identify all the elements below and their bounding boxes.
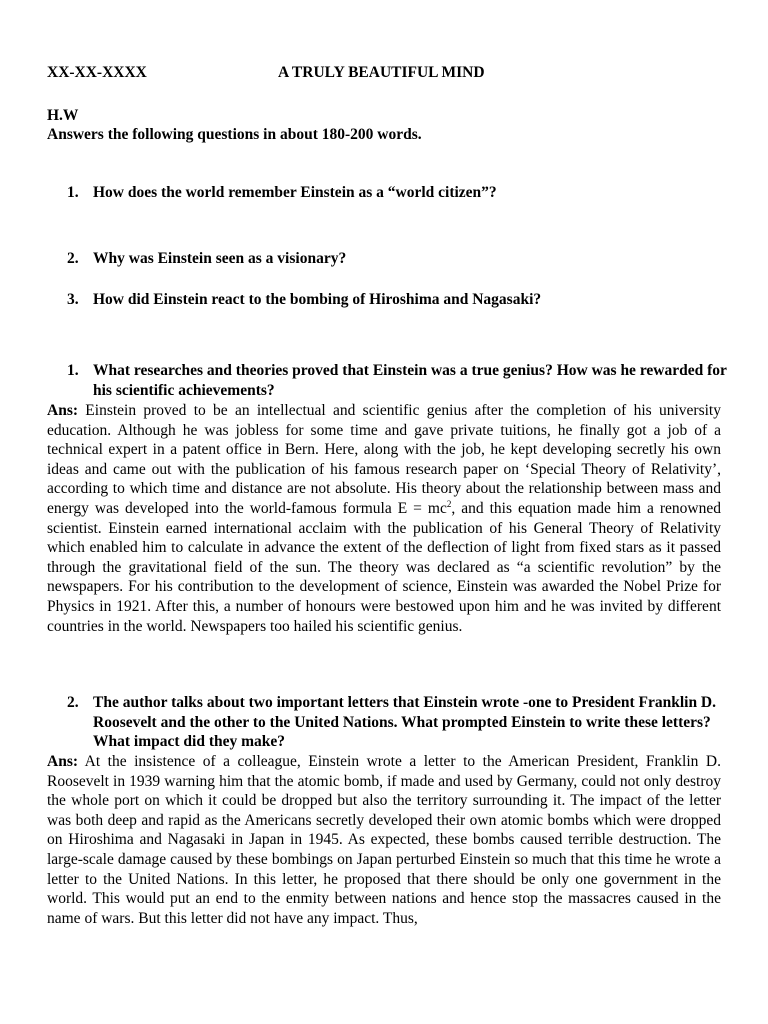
answer-1	[47, 401, 721, 636]
superscript-two: 2	[446, 498, 452, 509]
document-title: A TRULY BEAUTIFUL MIND	[278, 64, 485, 81]
question-text: How did Einstein react to the bombing of Hiroshima and Nagasaki?	[93, 291, 542, 308]
question-number: 2.	[67, 694, 79, 711]
question-number: 1.	[67, 362, 79, 379]
homework-label: H.W	[47, 107, 79, 124]
question-text: What researches and theories proved that Einstein was a true genius? How was he rewarded for his scientific achievements?	[93, 362, 727, 399]
short-question-3	[67, 290, 727, 310]
answer-label: Ans:	[47, 402, 79, 419]
answer-label: Ans:	[47, 753, 79, 770]
question-text: Why was Einstein seen as a visionary?	[93, 250, 347, 267]
question-number: 3.	[67, 291, 79, 308]
date-placeholder: XX-XX-XXXX	[47, 64, 147, 81]
question-text: How does the world remember Einstein as a “world citizen”?	[93, 184, 497, 201]
question-text: The author talks about two important letters that Einstein wrote -one to President Franklin D. Roosevelt and the other to the United Nations. What prompted Einstein to write these letters? What impact did they make?	[93, 694, 717, 750]
instruction-text: Answers the following questions in about 180-200 words.	[47, 126, 422, 143]
question-number: 1.	[67, 184, 79, 201]
long-question-1	[67, 361, 727, 400]
answer-text: At the insistence of a colleague, Einstein wrote a letter to the American President, Franklin D. Roosevelt in 1939 warning him that the atomic bomb, if made and used by Germany, could not only destroy the whole port on which it could be dropped but also the territory surrounding it. The impact of the letter was both deep and rapid as the Americans secretly developed their own atomic bombs which were dropped on Hiroshima and Nagasaki in Japan in 1945. As expected, these bombs caused terrible destruction. The large-scale damage caused by these bombings on Japan perturbed Einstein so much that this time he wrote a letter to the United Nations. In this letter, he proposed that there should be only one government in the world. This would put an end to the enmity between nations and hence stop the massacres caused in the name of wars. But this letter did not have any impact. Thus,	[47, 753, 721, 927]
question-number: 2.	[67, 250, 79, 267]
short-question-1	[67, 183, 727, 203]
answer-text-continued: , and this equation made him a renowned scientist. Einstein earned international acclaim with the publication of his General Theory of Relativity which enabled him to calculate in advance the extent of the deflection of light from fixed stars as it passed through the gravitational field of the sun. The theory was declared as “a scientific revolution” by the newspapers. For his contribution to the development of science, Einstein was awarded the Nobel Prize for Physics in 1921. After this, a number of honours were bestowed upon him and he was invited by different countries in the world. Newspapers too hailed his scientific genius.	[47, 499, 721, 635]
long-question-2	[67, 693, 727, 752]
answer-2	[47, 752, 721, 928]
answer-text: Einstein proved to be an intellectual and scientific genius after the completion of his university education. Although he was jobless for some time and gave private tuitions, he finally got a job of a technical expert in a patent office in Bern. Here, along with the job, he kept developing secretly his own ideas and came out with the publication of his famous research paper on ‘Special Theory of Relativity’, according to which time and distance are not absolute. His theory about the relationship between mass and energy was developed into the world-famous formula E = mc	[47, 402, 721, 517]
short-question-2	[67, 249, 727, 269]
